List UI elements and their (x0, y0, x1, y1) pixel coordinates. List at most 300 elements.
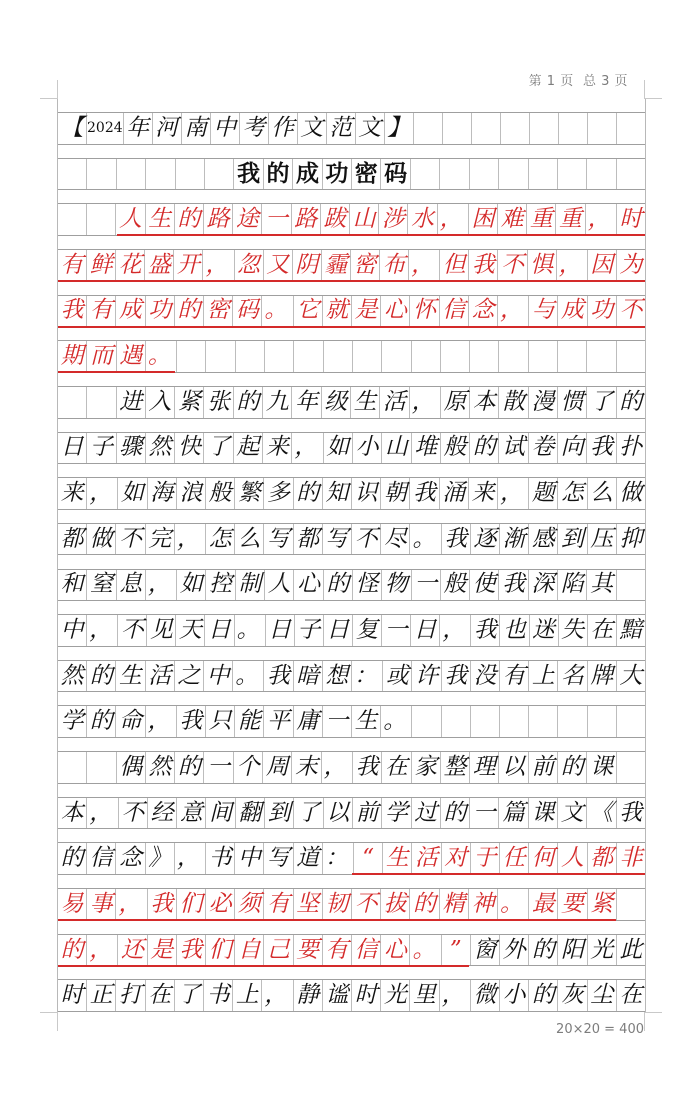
grid-cell (558, 706, 587, 737)
grid-cell: ， (498, 478, 529, 509)
grid-cell: 。 (410, 935, 441, 966)
grid-cell: 河 (153, 113, 182, 144)
grid-cell: 日 (266, 615, 295, 646)
grid-cell: 复 (353, 615, 382, 646)
grid-cell: 偶 (117, 752, 146, 783)
grid-cell: 庸 (294, 706, 323, 737)
crop-mark-top-right-h (644, 98, 662, 99)
grid-row (58, 295, 645, 328)
grid-cell: 不 (352, 889, 381, 920)
grid-cell (588, 706, 617, 737)
grid-cell: 成 (558, 296, 587, 327)
essay-line (58, 556, 645, 602)
grid-cell: 只 (206, 706, 235, 737)
grid-cell: 密 (352, 159, 381, 190)
grid-cell (558, 341, 587, 372)
grid-cell: 想 (323, 661, 352, 692)
grid-cell: 的 (558, 752, 587, 783)
grid-cell: 忽 (235, 250, 264, 281)
grid-cell: 此 (619, 936, 643, 963)
grid-cell: 紧 (588, 889, 617, 920)
grid-row (58, 934, 645, 967)
grid-cell: 念 (116, 843, 145, 874)
grid-cell: 成 (116, 296, 145, 327)
grid-cell: 天 (176, 615, 205, 646)
grid-cell: ， (262, 980, 293, 1011)
grid-row (58, 979, 645, 1012)
grid-cell: 张 (204, 387, 233, 418)
grid-cell: 它 (294, 296, 323, 327)
essay-line (58, 966, 645, 1012)
grid-cell: 涉 (379, 204, 408, 235)
grid-cell: 坚 (294, 889, 323, 920)
crop-mark-top-left-h (40, 98, 58, 99)
grid-cell: 子 (87, 433, 116, 464)
grid-cell: 来 (263, 433, 292, 464)
grid-cell (617, 752, 645, 783)
essay-line (58, 99, 645, 145)
grid-cell: 。 (262, 296, 293, 327)
grid-cell: 上 (529, 661, 558, 692)
grid-cell: ， (116, 889, 147, 920)
grid-cell: 抑 (619, 525, 643, 552)
grid-cell: 堆 (412, 433, 441, 464)
grid-cell: 事 (87, 889, 116, 920)
grid-cell (472, 113, 501, 144)
grid-cell: 写 (264, 843, 293, 874)
grid-cell: 渐 (500, 524, 529, 555)
grid-cell: 学 (382, 798, 411, 829)
grid-cell: 一 (204, 752, 233, 783)
grid-cell: 黯 (619, 616, 643, 643)
grid-cell: 神 (469, 889, 498, 920)
grid-cell: 花 (116, 250, 145, 281)
grid-cell: 也 (500, 615, 529, 646)
grid-row (58, 158, 645, 191)
grid-cell: ， (146, 570, 177, 601)
grid-cell (382, 341, 411, 372)
grid-cell: 山 (382, 433, 411, 464)
grid-cell (588, 113, 617, 144)
grid-cell: ， (292, 433, 323, 464)
grid-cell: 本 (470, 387, 499, 418)
grid-cell: 如 (177, 570, 206, 601)
grid-cell: 控 (206, 570, 235, 601)
grid-cell: 和 (58, 570, 87, 601)
grid-cell (587, 159, 616, 190)
grid-cell (529, 341, 558, 372)
grid-cell: 上 (233, 980, 262, 1011)
grid-cell: 卷 (529, 433, 558, 464)
grid-cell (58, 752, 87, 783)
grid-cell: 困 (469, 204, 498, 235)
grid-cell: 日 (324, 615, 353, 646)
grid-cell: 活 (412, 843, 441, 874)
grid-cell: 码 (233, 296, 262, 327)
grid-cell: 级 (322, 387, 351, 418)
grid-cell: 书 (204, 980, 233, 1011)
grid-cell: 么 (588, 478, 617, 509)
grid-cell: 静 (294, 980, 323, 1011)
grid-cell: 范 (327, 113, 356, 144)
grid-cell: 日 (58, 433, 87, 464)
grid-cell: 我 (619, 799, 643, 826)
essay-line (58, 784, 645, 830)
grid-cell: 向 (558, 433, 587, 464)
grid-cell: 时 (619, 206, 643, 233)
grid-cell: ： (323, 843, 354, 874)
crop-mark-top-left-v (57, 80, 58, 99)
grid-cell: 生 (146, 204, 175, 235)
grid-cell: 快 (175, 433, 204, 464)
grid-cell: 中 (204, 661, 233, 692)
essay-line (58, 190, 645, 236)
grid-cell: 原 (441, 387, 470, 418)
grid-cell: 非 (619, 845, 643, 872)
grid-cell: 中 (235, 843, 264, 874)
grid-cell: 。 (381, 706, 412, 737)
grid-cell: 。 (498, 889, 529, 920)
grid-cell (176, 159, 205, 190)
grid-cell: 心 (294, 570, 323, 601)
grid-cell: 窗 (471, 935, 500, 966)
grid-cell: 起 (234, 433, 263, 464)
grid-cell: 我 (177, 935, 206, 966)
grid-cell: 能 (235, 706, 264, 737)
grid-cell: 心 (381, 935, 410, 966)
grid-cell: 密 (351, 250, 380, 281)
grid-cell (559, 113, 588, 144)
grid-cell: 考 (240, 113, 269, 144)
grid-cell: 时 (58, 980, 87, 1011)
grid-row (58, 112, 645, 145)
grid-cell: ， (557, 250, 588, 281)
grid-cell: 2024 (87, 113, 124, 144)
grid-cell: 物 (382, 570, 411, 601)
grid-cell: 日 (205, 615, 234, 646)
grid-cell: 经 (148, 798, 177, 829)
grid-row (58, 660, 645, 693)
grid-cell: 本 (58, 798, 87, 829)
grid-cell: 有 (264, 889, 293, 920)
grid-cell: 的 (87, 706, 116, 737)
grid-cell: 路 (292, 204, 321, 235)
grid-cell: 知 (323, 478, 352, 509)
grid-row (58, 888, 645, 921)
grid-cell: 来 (469, 478, 498, 509)
grid-cell (587, 341, 616, 372)
grid-cell (617, 889, 645, 920)
essay-line (58, 875, 645, 921)
grid-cell: ， (322, 752, 353, 783)
grid-cell (529, 159, 558, 190)
grid-cell: 过 (412, 798, 441, 829)
crop-mark-top-right-v (644, 80, 645, 99)
grid-cell: 对 (442, 843, 471, 874)
grid-cell: 涌 (440, 478, 469, 509)
grid-cell: 的 (87, 661, 116, 692)
grid-cell: 惯 (558, 387, 587, 418)
grid-cell: ， (440, 615, 471, 646)
grid-cell: 山 (350, 204, 379, 235)
grid-cell: 的 (324, 570, 353, 601)
grid-cell: ， (410, 387, 441, 418)
grid-cell (236, 341, 265, 372)
grid-cell: 大 (619, 662, 643, 689)
grid-cell: 小 (500, 980, 529, 1011)
grid-cell: 正 (87, 980, 116, 1011)
grid-cell: 入 (146, 387, 175, 418)
grid-cell: 不 (116, 524, 145, 555)
grid-cell: 心 (381, 296, 410, 327)
grid-cell: 于 (471, 843, 500, 874)
grid-row (58, 523, 645, 556)
grid-cell: 一 (323, 706, 352, 737)
grid-cell: ， (87, 615, 118, 646)
grid-cell: 要 (294, 935, 323, 966)
grid-cell: ， (498, 296, 529, 327)
grid-cell: ， (175, 524, 206, 555)
grid-cell: 散 (499, 387, 528, 418)
grid-cell: 了 (587, 387, 616, 418)
grid-cell: 般 (441, 570, 470, 601)
grid-cell: 。 (233, 661, 264, 692)
grid-cell: 难 (498, 204, 527, 235)
grid-cell: 中 (58, 615, 87, 646)
grid-cell: 题 (529, 478, 558, 509)
grid-row (58, 569, 645, 602)
grid-row (58, 842, 645, 875)
grid-cell: 在 (588, 615, 617, 646)
grid-cell: 我 (234, 159, 263, 190)
grid-cell: 整 (441, 752, 470, 783)
grid-cell (414, 113, 443, 144)
grid-cell: 我 (471, 615, 500, 646)
grid-cell: 完 (146, 524, 175, 555)
grid-cell: 做 (87, 524, 116, 555)
grid-cell: 息 (117, 570, 146, 601)
grid-row (58, 249, 645, 282)
grid-cell: 没 (471, 661, 500, 692)
grid-cell: 怪 (353, 570, 382, 601)
grid-cell: 念 (469, 296, 498, 327)
grid-cell: 平 (264, 706, 293, 737)
grid-cell: 我 (148, 889, 177, 920)
grid-cell: 生 (352, 706, 381, 737)
grid-cell: 打 (116, 980, 145, 1011)
grid-cell: 外 (500, 935, 529, 966)
grid-cell (499, 159, 528, 190)
grid-cell: 道 (294, 843, 323, 874)
essay-line (58, 327, 645, 373)
grid-row (58, 477, 645, 510)
grid-cell (117, 159, 146, 190)
grid-cell: 进 (117, 387, 146, 418)
grid-cell: 人 (558, 843, 587, 874)
grid-cell: 窒 (87, 570, 116, 601)
essay-line (58, 738, 645, 784)
page-indicator: 第 1 页 总 3 页 (528, 74, 628, 89)
essay-line (58, 692, 645, 738)
grid-cell: 陷 (558, 570, 587, 601)
grid-cell: 般 (206, 478, 235, 509)
grid-cell: 水 (408, 204, 437, 235)
grid-cell: 了 (175, 980, 204, 1011)
grid-cell: 阴 (293, 250, 322, 281)
grid-cell: 的 (529, 935, 558, 966)
essay-line (58, 464, 645, 510)
grid-cell: 盛 (145, 250, 174, 281)
grid-cell (265, 341, 294, 372)
grid-cell: 是 (352, 296, 381, 327)
grid-cell: 有 (87, 296, 116, 327)
grid-cell: 都 (294, 524, 323, 555)
essay-line (58, 601, 645, 647)
grid-cell: 重 (556, 204, 585, 235)
grid-cell: 须 (235, 889, 264, 920)
grid-cell: 的 (529, 980, 558, 1011)
grid-cell (471, 706, 500, 737)
grid-cell: 见 (147, 615, 176, 646)
grid-cell: 个 (234, 752, 263, 783)
grid-cell: 尽 (381, 524, 410, 555)
grid-cell: 灰 (558, 980, 587, 1011)
grid-cell (58, 159, 87, 190)
grid-cell: 么 (235, 524, 264, 555)
grid-cell: 都 (588, 843, 617, 874)
grid-cell: 时 (352, 980, 381, 1011)
grid-cell: ” (442, 935, 471, 966)
grid-cell (617, 341, 645, 372)
essay-line (58, 373, 645, 419)
grid-cell: 到 (265, 798, 294, 829)
grid-cell: 又 (264, 250, 293, 281)
grid-cell: 试 (499, 433, 528, 464)
grid-cell: 重 (527, 204, 556, 235)
grid-cell: 以 (324, 798, 353, 829)
grid-cell: ， (586, 204, 617, 235)
grid-cell: 我 (469, 250, 498, 281)
grid-cell: 己 (264, 935, 293, 966)
grid-cell: 来 (58, 478, 87, 509)
grid-cell: 码 (381, 159, 410, 190)
grid-cell: 然 (146, 752, 175, 783)
grid-cell: 怎 (558, 478, 587, 509)
grid-cell: 功 (323, 159, 352, 190)
grid-cell: 光 (588, 935, 617, 966)
grid-cell (87, 387, 116, 418)
grid-cell: 还 (118, 935, 147, 966)
grid-cell: 的 (175, 204, 204, 235)
grid-cell: 在 (382, 752, 411, 783)
grid-cell: 鲜 (87, 250, 116, 281)
grid-cell: 》 (146, 843, 175, 874)
grid-cell: 然 (146, 433, 175, 464)
grid-cell: 般 (441, 433, 470, 464)
grid-cell: 学 (58, 706, 87, 737)
grid-cell: 年 (124, 113, 153, 144)
grid-cell: 九 (263, 387, 292, 418)
grid-cell: ， (409, 250, 440, 281)
grid-cell: 光 (381, 980, 410, 1011)
grid-cell (324, 341, 353, 372)
grid-cell: 小 (353, 433, 382, 464)
grid-cell: ： (352, 661, 383, 692)
grid-cell: 何 (529, 843, 558, 874)
grid-cell: 期 (58, 341, 87, 372)
grid-cell: 一 (382, 615, 411, 646)
grid-cell: 开 (174, 250, 203, 281)
grid-cell: 子 (295, 615, 324, 646)
grid-cell: 不 (118, 615, 147, 646)
grid-cell: ， (438, 204, 469, 235)
grid-row (58, 797, 645, 830)
grid-cell: 的 (175, 752, 204, 783)
grid-cell: 尘 (588, 980, 617, 1011)
grid-cell: 如 (324, 433, 353, 464)
grid-row (58, 340, 645, 373)
grid-cell: 在 (146, 980, 175, 1011)
grid-cell: 中 (211, 113, 240, 144)
grid-cell: 的 (234, 387, 263, 418)
grid-cell: 在 (619, 982, 643, 1009)
grid-cell (353, 341, 382, 372)
grid-cell: 我 (442, 524, 471, 555)
grid-cell: 我 (499, 570, 528, 601)
grid-cell: 意 (177, 798, 206, 829)
grid-cell (440, 159, 469, 190)
grid-cell: ， (146, 706, 177, 737)
grid-cell: 紧 (175, 387, 204, 418)
grid-cell: 功 (588, 296, 617, 327)
grid-cell: 文 (558, 798, 587, 829)
grid-cell: ， (87, 935, 118, 966)
grid-cell: 的 (175, 296, 204, 327)
grid-cell: 怀 (410, 296, 439, 327)
grid-cell: 不 (119, 798, 148, 829)
essay-line (58, 145, 645, 191)
grid-cell: 谧 (323, 980, 352, 1011)
grid-cell: 要 (558, 889, 587, 920)
grid-cell: 日 (411, 615, 440, 646)
grid-cell: 间 (206, 798, 235, 829)
grid-cell: 路 (204, 204, 233, 235)
grid-cell: 做 (619, 480, 643, 506)
grid-cell: 自 (235, 935, 264, 966)
grid-cell: 人 (116, 204, 145, 235)
grid-cell: 都 (58, 524, 87, 555)
grid-cell: 为 (619, 251, 643, 278)
grid-cell: 之 (175, 661, 204, 692)
grid-cell: 或 (383, 661, 412, 692)
grid-cell: 然 (58, 661, 87, 692)
grid-cell (87, 204, 116, 235)
grid-cell: 信 (440, 296, 469, 327)
grid-cell (442, 706, 471, 737)
grid-cell: 。 (410, 524, 441, 555)
grid-cell: 骤 (117, 433, 146, 464)
grid-cell: 《 (587, 798, 616, 829)
grid-cell: 生 (116, 661, 145, 692)
grid-cell: 年 (292, 387, 321, 418)
grid-cell: 书 (206, 843, 235, 874)
grid-cell: 深 (529, 570, 558, 601)
grid-cell: 阳 (558, 935, 587, 966)
grid-cell: 任 (500, 843, 529, 874)
grid-cell (294, 341, 323, 372)
grid-cell: 命 (116, 706, 145, 737)
grid-cell: 牌 (588, 661, 617, 692)
